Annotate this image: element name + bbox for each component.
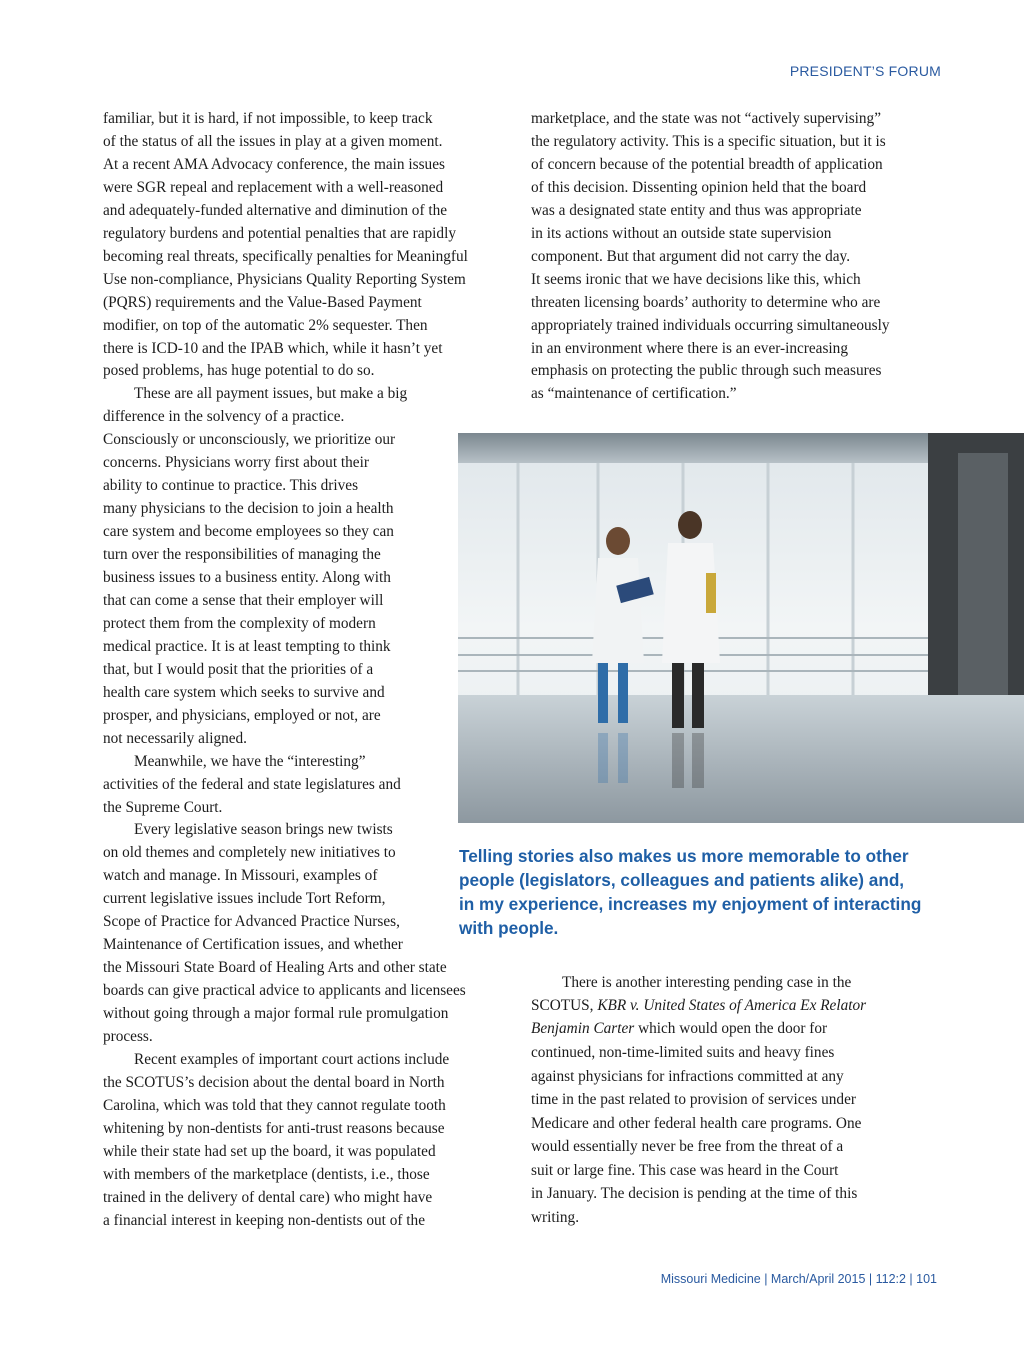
body-line: component. But that argument did not carry the day. (531, 247, 851, 265)
body-line: continued, non-time-limited suits and heavy fines (531, 1044, 835, 1061)
body-line: and adequately-funded alternative and diminution of the (103, 201, 448, 219)
body-line: whitening by non-dentists for anti-trust reasons because (103, 1119, 445, 1137)
body-line: Maintenance of Certification issues, and whether (103, 936, 403, 954)
body-line: (PQRS) requirements and the Value-Based Payment (103, 293, 422, 311)
body-line: process. (103, 1028, 153, 1045)
body-line: the regulatory activity. This is a specific situation, but it is (531, 132, 886, 150)
body-line: in an environment where there is an ever-increasing (531, 339, 848, 357)
pull-quote-line: Telling stories also makes us more memorable to other (459, 846, 909, 866)
body-text: which would open the door for (634, 1020, 828, 1037)
body-line: of this decision. Dissenting opinion held that the board (531, 178, 867, 196)
body-line: the SCOTUS’s decision about the dental board in North (103, 1073, 445, 1091)
body-line: These are all payment issues, but make a big (134, 385, 408, 403)
body-line: watch and manage. In Missouri, examples of (103, 867, 378, 885)
body-line: not necessarily aligned. (103, 729, 247, 747)
pull-quote-line: in my experience, increases my enjoyment of interacting (459, 894, 922, 914)
section-header: PRESIDENT’S FORUM (789, 63, 941, 79)
body-line: At a recent AMA Advocacy conference, the main issues (103, 155, 445, 173)
body-line: Meanwhile, we have the “interesting” (134, 752, 366, 770)
body-line: current legislative issues include Tort Reform, (103, 890, 386, 908)
body-line: concerns. Physicians worry first about their (103, 454, 369, 472)
body-line: that, but I would posit that the priorities of a (103, 660, 374, 678)
body-line: trained in the delivery of dental care) who might have (103, 1188, 433, 1206)
body-line: modifier, on top of the automatic 2% sequester. Then (103, 316, 428, 334)
body-line: while their state had set up the board, it was populated (103, 1142, 436, 1160)
body-line: Consciously or unconsciously, we prioritize our (103, 431, 396, 449)
body-line: writing. (531, 1208, 580, 1226)
body-line: medical practice. It is at least tempting to think (103, 637, 391, 655)
body-line: a financial interest in keeping non-dentists out of the (103, 1211, 425, 1229)
body-line (531, 994, 866, 1017)
body-line: would essentially never be free from the threat of a (531, 1138, 844, 1155)
body-line: posed problems, has huge potential to do so. (103, 362, 375, 380)
body-line: Every legislative season brings new twists (134, 821, 393, 839)
body-line: Medicare and other federal health care programs. One (531, 1114, 862, 1132)
body-line: were SGR repeal and replacement with a well-reasoned (103, 178, 444, 196)
body-line: many physicians to the decision to join a health (103, 500, 394, 518)
body-line: emphasis on protecting the public through such measures (531, 362, 882, 380)
body-line: prosper, and physicians, employed or not, are (103, 706, 381, 724)
body-line: that can come a sense that their employer will (103, 591, 384, 609)
body-line: Scope of Practice for Advanced Practice Nurses, (103, 913, 400, 931)
body-line: against physicians for infractions committed at any (531, 1067, 844, 1085)
body-line: Carolina, which was told that they cannot regulate tooth (103, 1096, 446, 1114)
body-line: of concern because of the potential breadth of application (531, 155, 883, 173)
pull-quote (459, 844, 959, 940)
body-line: on old themes and completely new initiatives to (103, 844, 396, 862)
body-line: difference in the solvency of a practice. (103, 408, 345, 426)
body-line: protect them from the complexity of modern (103, 614, 376, 632)
page-footer: Missouri Medicine | March/April 2015 | 112:2 | 101 (660, 1272, 937, 1286)
body-line: activities of the federal and state legislatures and (103, 775, 401, 793)
body-line: there is ICD-10 and the IPAB which, while it hasn’t yet (103, 339, 443, 357)
body-line: with members of the marketplace (dentists, i.e., those (103, 1165, 430, 1183)
body-line (531, 1017, 827, 1040)
body-line: health care system which seeks to survive and (103, 683, 385, 701)
case-name-italic: Benjamin Carter (531, 1020, 635, 1037)
case-name-italic: KBR v. United States of America Ex Relator (597, 997, 867, 1014)
body-line: marketplace, and the state was not “actively supervising” (531, 110, 881, 127)
body-line: becoming real threats, specifically penalties for Meaningful (103, 247, 468, 265)
body-text: SCOTUS, (531, 997, 598, 1014)
body-line: was a designated state entity and thus was appropriate (531, 201, 862, 219)
body-line: turn over the responsibilities of managing the (103, 546, 381, 564)
pull-quote-line: people (legislators, colleagues and patients alike) and, (459, 870, 905, 890)
body-line: Recent examples of important court actions include (134, 1050, 450, 1068)
body-line: threaten licensing boards’ authority to determine who are (531, 293, 881, 311)
body-line: suit or large fine. This case was heard in the Court (531, 1161, 839, 1179)
body-line: in its actions without an outside state supervision (531, 224, 832, 242)
body-line: care system and become employees so they can (103, 523, 394, 541)
body-line: familiar, but it is hard, if not impossible, to keep track (103, 110, 433, 127)
body-line: There is another interesting pending case in the (562, 974, 852, 991)
body-line: the Supreme Court. (103, 798, 223, 816)
body-line: boards can give practical advice to applicants and licensees (103, 982, 466, 1000)
body-line: time in the past related to provision of services under (531, 1091, 856, 1108)
body-line: ability to continue to practice. This drives (103, 477, 359, 495)
body-line: regulatory burdens and potential penalties that are rapidly (103, 224, 456, 242)
body-line: as “maintenance of certification.” (531, 385, 737, 403)
body-line: in January. The decision is pending at the time of this (531, 1185, 858, 1202)
photo-doctors-walking (458, 433, 1024, 823)
pull-quote-line: with people. (459, 918, 559, 938)
body-line: Use non-compliance, Physicians Quality Reporting System (103, 270, 466, 288)
body-line: of the status of all the issues in play at a given moment. (103, 132, 443, 150)
body-line: without going through a major formal rule promulgation (103, 1005, 449, 1023)
body-line: It seems ironic that we have decisions like this, which (531, 270, 861, 288)
body-line: appropriately trained individuals occurring simultaneously (531, 316, 890, 334)
body-line: business issues to a business entity. Along with (103, 569, 391, 586)
body-line: the Missouri State Board of Healing Arts and other state (103, 959, 447, 977)
